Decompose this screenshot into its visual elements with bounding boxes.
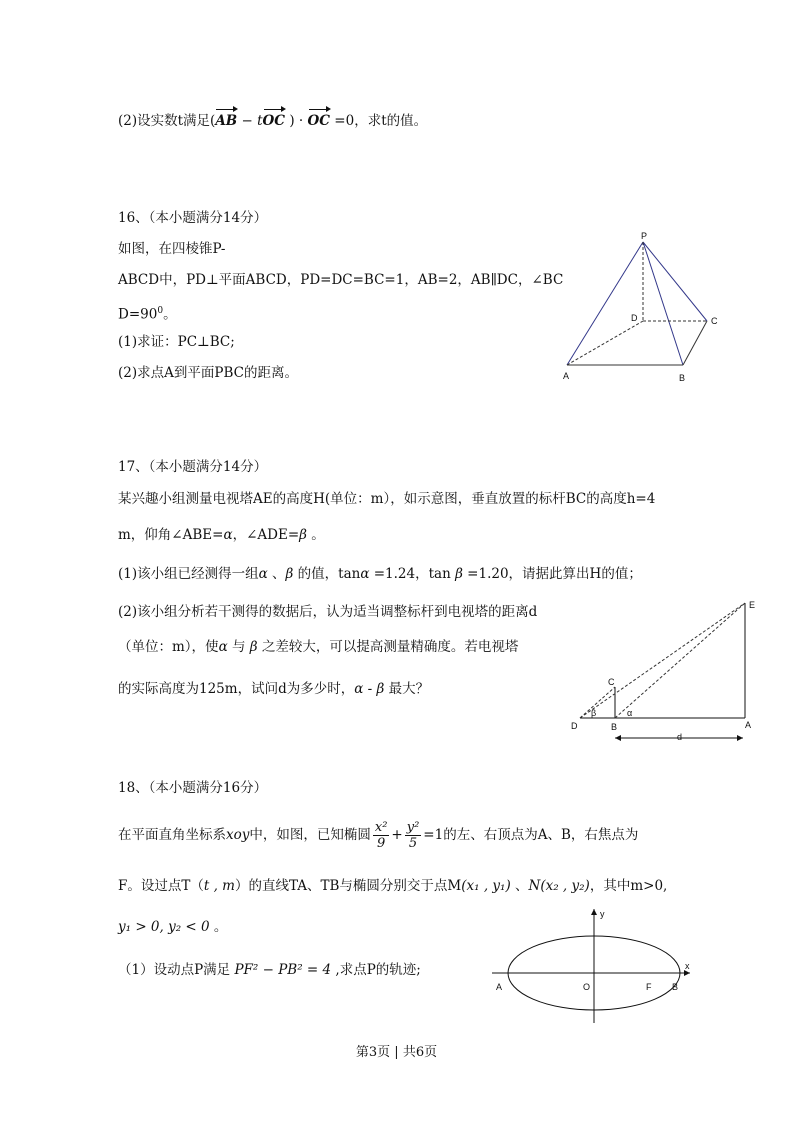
ellipse-figure	[490, 905, 700, 1025]
q18-line2: F。设过点T（t , m）的直线TA、TB与椭圆分别交于点M(x₁ , y₁) 、N(x₂ , y₂)，其中m>0,	[118, 878, 668, 894]
label-p: P	[641, 231, 648, 241]
q17-line5: （单位：m），使α 与 β 之差较大，可以提高测量精确度。若电视塔	[118, 639, 519, 655]
q16-line2: ABCD中，PD⊥平面ABCD，PD=DC=BC=1，AB=2，AB∥DC，∠BC	[118, 272, 564, 288]
q17-line3: (1)该小组已经测得一组α 、β 的值，tanα =1.24，tan β =1.20，请据此算出H的值；	[118, 566, 642, 582]
q18-line4: （1）设动点P满足 PF² − PB² = 4 ,求点P的轨迹;	[118, 962, 421, 978]
fraction-x2-9: $\frac{\text{x²}}{9}$	[374, 820, 388, 851]
label-b: B	[611, 722, 618, 732]
q17-line4: (2)该小组分析若干测得的数据后，认为适当调整标杆到电视塔的距离d	[118, 604, 538, 620]
label-b: B	[679, 373, 686, 383]
q16-line1: 如图，在四棱锥P-	[118, 241, 226, 257]
label-y: y	[600, 909, 605, 919]
label-d: D	[631, 313, 638, 323]
vector-oc: OC	[262, 113, 286, 129]
vector-oc: OC	[307, 113, 331, 129]
q15-part2	[118, 112, 427, 130]
minus-t: − t	[237, 113, 263, 129]
tower-figure	[565, 595, 765, 750]
label-alpha: α	[627, 708, 633, 718]
q17-line2: m，仰角∠ABE=α，∠ADE=β 。	[118, 527, 325, 543]
label-o: O	[583, 982, 591, 992]
label-x: x	[685, 961, 690, 971]
label-c: C	[608, 677, 615, 687]
q16-line5: (2)求点A到平面PBC的距离。	[118, 365, 298, 381]
q17-line6: 的实际高度为125m，试问d为多少时，α - β 最大？	[118, 681, 430, 697]
label-b: B	[672, 982, 679, 992]
label-d-distance: d	[677, 732, 683, 742]
q16-heading: 16、（本小题满分14分）	[118, 210, 268, 226]
page-footer: 第3页 | 共6页	[355, 1045, 438, 1060]
q15-part2-text: (2)设实数t满足(	[118, 113, 216, 129]
label-a: A	[563, 371, 570, 381]
q18-line1: 在平面直角坐标系xoy中，如图，已知椭圆 $\frac{\text{x²}}{9}$ + $\frac{\text{y²}}{5}$ =1的左、右顶点为A、B，右焦点为	[118, 820, 639, 851]
vector-ab: AB	[215, 113, 238, 129]
label-e: E	[749, 600, 756, 610]
label-f: F	[646, 982, 652, 992]
label-a: A	[745, 720, 752, 730]
q16-line3: $D=90^0$。	[118, 306, 177, 323]
q17-heading: 17、（本小题满分14分）	[118, 459, 268, 475]
label-beta: β	[591, 708, 597, 718]
q16-line4: (1)求证：PC⊥BC;	[118, 334, 235, 350]
q18-line3: y₁ > 0, y₂ < 0 。	[118, 919, 228, 935]
label-a: A	[496, 982, 503, 992]
label-c: C	[711, 316, 718, 326]
q17-line1: 某兴趣小组测量电视塔AE的高度H(单位：m），如示意图，垂直放置的标杆BC的高度h=4	[118, 491, 656, 507]
q15-part2-end: =0，求t的值。	[330, 113, 428, 129]
q18-heading: 18、（本小题满分16分）	[118, 780, 268, 796]
fraction-y2-5: $\frac{\text{y²}}{5}$	[406, 820, 420, 851]
label-d: D	[571, 721, 578, 731]
dot-operator: ) ·	[285, 113, 308, 129]
pyramid-figure	[555, 230, 730, 390]
